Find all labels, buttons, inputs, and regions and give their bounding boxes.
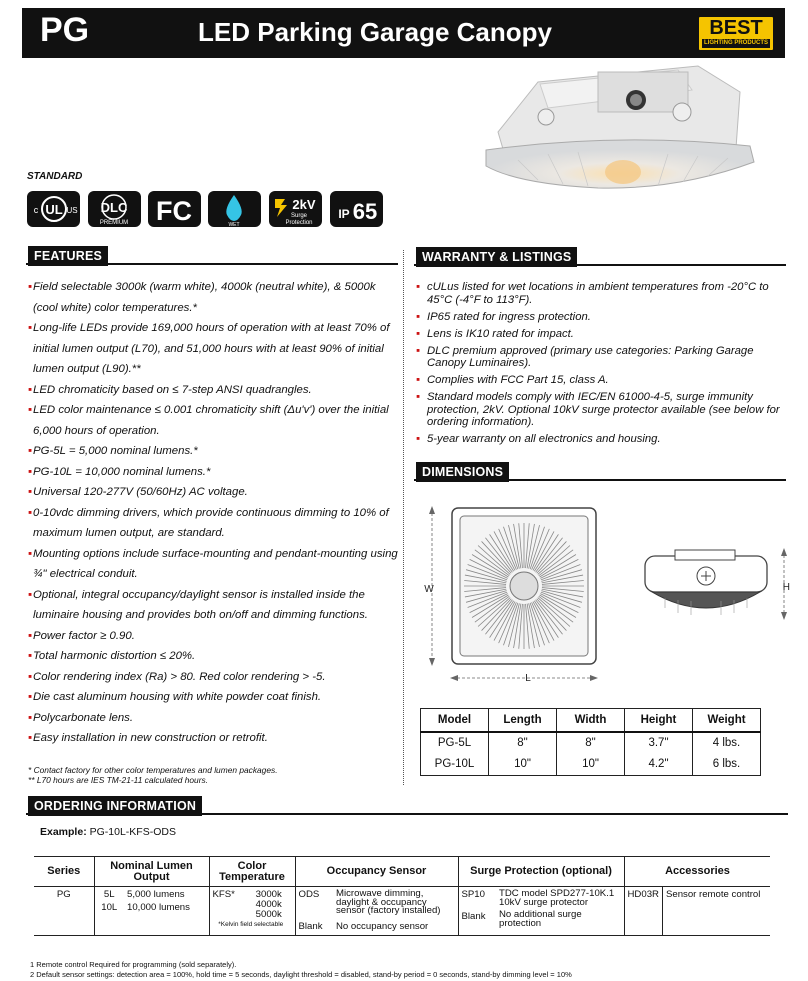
product-code: PG [40, 11, 90, 49]
feature-item: ▪ Color rendering index (Ra) > 80. Red color rendering > -5. [28, 670, 326, 683]
svg-text:UL: UL [45, 202, 63, 217]
svg-text:Protection: Protection [285, 220, 313, 226]
ordering-notes [30, 960, 572, 980]
ordering-table [34, 856, 770, 936]
dim-label-w: W [424, 584, 434, 595]
top-view-drawing [429, 506, 598, 681]
col-lumen: Nominal Lumen Output [94, 857, 209, 887]
surge-protection-icon [269, 191, 322, 227]
color-note: *Kelvin field selectable [218, 921, 284, 928]
table-header: Weight [693, 709, 761, 732]
warranty-item: ▪ cULus listed for wet locations in ambient temperatures from -20°C to 45°C (-4°F to 113°F). [416, 281, 769, 306]
warranty-item: ▪ 5-year warranty on all electronics and housing. [416, 433, 661, 445]
dim-label-h: H [782, 582, 790, 593]
svg-text:FC: FC [156, 196, 192, 226]
svg-text:PREMIUM: PREMIUM [99, 220, 129, 226]
feature-item: ▪ Long-life LEDs provide 169,000 hours of operation with at least 70% of initial lumen output (L70), and 51,000 hours with at least 90% of initial lumen output (L90).** [28, 322, 390, 375]
example-label: Example: [40, 826, 87, 838]
feature-item: ▪ Total harmonic distortion ≤ 20%. [28, 650, 196, 662]
warranty-list [416, 281, 786, 450]
feature-item: ▪ Easy installation in new construction or retrofit. [28, 732, 268, 744]
fcc-icon [148, 191, 201, 227]
table-header: Width [557, 709, 625, 732]
ordering-example [40, 826, 176, 838]
feature-item: ▪ Universal 120-277V (50/60Hz) AC voltage. [28, 486, 248, 498]
dimensions-heading: DIMENSIONS [416, 462, 509, 482]
standard-label: STANDARD [27, 171, 83, 182]
feature-footnotes [28, 765, 278, 785]
feature-item: ▪ Field selectable 3000k (warm white), 4000k (neutral white), & 5000k (cool white) color temperatures.* [28, 281, 376, 314]
features-heading: FEATURES [28, 246, 108, 266]
column-divider [403, 250, 404, 785]
table-header: Model [421, 709, 489, 732]
warranty-item: ▪ Complies with FCC Part 15, class A. [416, 374, 609, 386]
svg-text:Surge: Surge [290, 213, 308, 219]
product-photo [478, 62, 778, 192]
footnote: ** L70 hours are IES TM-21-11 calculated hours. [28, 775, 209, 785]
brand-logo [697, 15, 775, 52]
feature-item: ▪ Polycarbonate lens. [28, 711, 134, 724]
svg-text:2kV: 2kV [292, 197, 316, 212]
footnote: * Contact factory for other color temperatures and lumen packages. [28, 765, 278, 775]
ordering-note: 1 Remote control Required for programming (sold separately). [30, 960, 237, 969]
col-series: Series [34, 857, 94, 887]
warranty-item: ▪ DLC premium approved (primary use categories: Parking Garage Canopy Luminaires). [416, 344, 754, 369]
svg-text:WET: WET [228, 222, 240, 227]
title-banner [22, 8, 785, 58]
ul-listed-icon [27, 191, 80, 227]
warranty-item: ▪ Standard models comply with IEC/EN 61000-4-5, surge immunity protection, 2kV. Optional 10kV surge protector available (see below for ordering information). [416, 391, 780, 428]
svg-text:c: c [33, 205, 39, 215]
features-list [28, 277, 400, 749]
dimensions-table [420, 708, 761, 776]
svg-text:IP: IP [338, 207, 350, 221]
feature-item: ▪ PG-10L = 10,000 nominal lumens.* [28, 465, 211, 478]
ordering-heading: ORDERING INFORMATION [28, 796, 202, 816]
feature-item: ▪ PG-5L = 5,000 nominal lumens.* [28, 445, 198, 457]
warranty-heading: WARRANTY & LISTINGS [416, 247, 577, 267]
feature-item: ▪ LED color maintenance ≤ 0.001 chromaticity shift (Δu'v') over the initial 6,000 hours of operation. [28, 404, 389, 437]
feature-item: ▪ 0-10vdc dimming drivers, which provide continuous dimming to 10% of maximum lumen output, are standard. [28, 506, 389, 539]
table-row: PG-10L 10" 10" 4.2" 6 lbs. [421, 754, 761, 776]
feature-item: ▪ Mounting options include surface-mounting and pendant-mounting using ¾" electrical conduit. [28, 547, 398, 580]
table-header: Length [489, 709, 557, 732]
page-title: LED Parking Garage Canopy [198, 17, 552, 47]
col-surge: Surge Protection (optional) [458, 857, 624, 887]
warranty-item: ▪ Lens is IK10 rated for impact. [416, 327, 574, 340]
feature-item: ▪ Power factor ≥ 0.90. [28, 629, 135, 642]
svg-text:DLC: DLC [100, 200, 128, 215]
col-accessories: Accessories [624, 857, 770, 887]
feature-item: ▪ Die cast aluminum housing with white powder coat finish. [28, 691, 322, 703]
warranty-item: ▪ IP65 rated for ingress protection. [416, 310, 591, 323]
brand-logo-sub: LIGHTING PRODUCTS [704, 40, 768, 46]
table-row: PG 5L 10L 5,000 lumens 10,000 lumens KFS* 3000k 4000k 5000k *Kelvin field selectable ODS Blank Microwave dimming, daylight & occupancy sensor (factory installed) No occupancy sensor SP10 Blank TDC model SPD277-10K.1 10kV surge protector No additional surge protection HD03R Sensor remote control [34, 887, 770, 936]
svg-text:US: US [66, 206, 78, 215]
dlc-premium-icon [88, 191, 141, 227]
brand-logo-word: BEST [709, 17, 763, 39]
table-header: Height [625, 709, 693, 732]
dimension-drawings [420, 500, 790, 690]
col-sensor: Occupancy Sensor [295, 857, 458, 887]
col-color: Color Temperature [209, 857, 295, 887]
table-row: PG-5L 8" 8" 3.7" 4 lbs. [421, 732, 761, 754]
feature-item: ▪ Optional, integral occupancy/daylight sensor is installed inside the luminaire housing and provides both on/off and dimming functions. [28, 588, 368, 621]
side-view-drawing [645, 548, 787, 620]
feature-item: ▪ LED chromaticity based on ≤ 7-step ANSI quadrangles. [28, 383, 312, 396]
ip65-icon [330, 191, 383, 227]
wet-location-icon [208, 191, 261, 227]
ordering-note: 2 Default sensor settings: detection area = 100%, hold time = 5 seconds, daylight threshold = disabled, stand-by period = 0 seconds, stand-by dimming level = 10% [30, 970, 572, 979]
dim-label-l: L [525, 673, 531, 684]
example-value: PG-10L-KFS-ODS [89, 826, 176, 838]
svg-text:65: 65 [352, 199, 378, 224]
